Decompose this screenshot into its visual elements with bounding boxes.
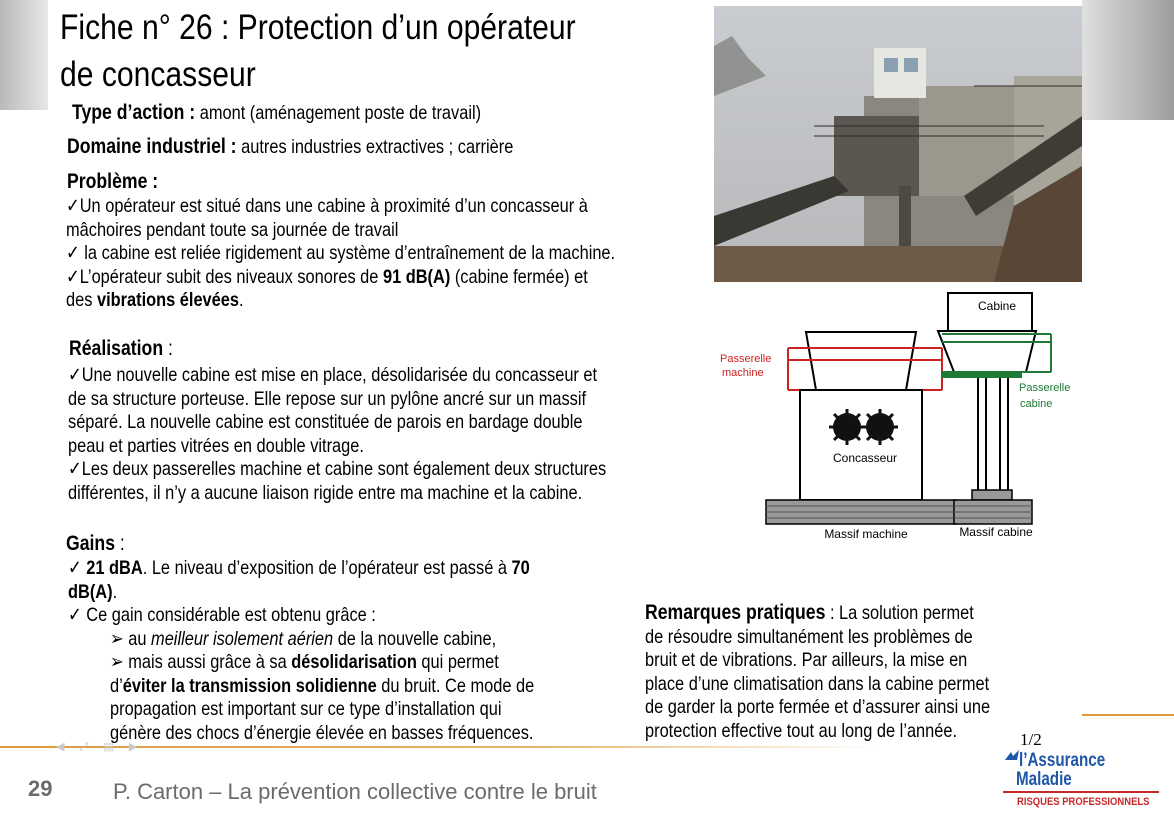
concasseur-label: Concasseur bbox=[832, 451, 898, 465]
passerelle-cabine-label: Passerelle bbox=[1019, 382, 1071, 394]
massif-machine-label: Massif machine bbox=[824, 527, 908, 541]
concasseur-box bbox=[800, 390, 922, 500]
type-action: Type d’action : amont (aménagement poste de travail) bbox=[72, 101, 482, 124]
background-left-decoration bbox=[0, 0, 50, 110]
page-counter: 1/2 bbox=[1020, 730, 1042, 749]
footer-accent bbox=[1082, 714, 1174, 716]
massif-cabine-label: Massif cabine bbox=[959, 525, 1033, 539]
cabine-label: Cabine bbox=[977, 299, 1017, 313]
assurance-maladie-logo: l’Assurance Maladie RISQUES PROFESSIONNELS bbox=[1003, 748, 1163, 814]
probleme-text: ✓Un opérateur est situé dans une cabine à proximité d’un concasseur à mâchoires pendant toute sa journée de travail ✓ la cabine est reliée rigidement au système d’entraînement de la machine. ✓L’opérateur subit des niveaux sonores de 91 dB(A) (cabine fermée) et des vibrations élevées. bbox=[66, 195, 616, 311]
gains-text: ✓ 21 dBA. Le niveau d’exposition de l’opérateur est passé à 70 dB(A). ✓ Ce gain considérable est obtenu grâce : ➢ au meilleur isolement aérien de la nouvelle cabine, ➢ mais aussi grâce à sa désolidarisation qui permet d’éviter la transmission solidienne du bruit. Ce mode de propagation est important sur ce type d’installation qui génère des chocs d’énergie élevée en basses fréquences. bbox=[68, 557, 535, 744]
crusher-photo bbox=[714, 6, 1082, 282]
domaine-industriel: Domaine industriel : autres industries extractives ; carrière bbox=[67, 135, 514, 158]
passerelle-machine-label: Passerelle bbox=[720, 353, 772, 365]
slide-nav-controls[interactable]: ◀ ⤢ ▤ ▶ bbox=[56, 741, 144, 753]
isolation-diagram bbox=[716, 290, 1086, 545]
passerelle-cabine-label-2: cabine bbox=[1020, 398, 1053, 410]
probleme-heading: Problème : bbox=[67, 170, 159, 193]
realisation-text: ✓Une nouvelle cabine est mise en place, désolidarisée du concasseur et de sa structure porteuse. Elle repose sur un pylône ancré sur un massif séparé. La nouvelle cabine est constituée de parois en bardage double peau et parties vitrées en double vitrage. ✓Les deux passerelles machine et cabine sont également deux structures différentes, il n’y a aucune liaison rigide entre ma machine et la cabine. bbox=[68, 364, 607, 504]
footer-author: P. Carton – La prévention collective contre le bruit bbox=[113, 779, 597, 804]
page-number: 29 bbox=[28, 776, 53, 801]
background-right-decoration bbox=[1082, 0, 1174, 120]
footer-divider bbox=[0, 746, 1174, 748]
realisation-heading: Réalisation : bbox=[69, 337, 173, 360]
gains-heading: Gains : bbox=[66, 532, 125, 555]
page-title: Fiche n° 26 : Protection d’un opérateur de concasseur bbox=[60, 8, 576, 94]
passerelle-machine-label-2: machine bbox=[722, 367, 764, 379]
remarques-pratiques: Remarques pratiques : La solution permet de résoudre simultanément les problèmes de bruit et de vibrations. Par ailleurs, la mise en place d’une climatisation dans la cabine permet de garder la porte fermée et d’assurer ainsi une protection effective tout au long de l’année. bbox=[645, 601, 991, 742]
